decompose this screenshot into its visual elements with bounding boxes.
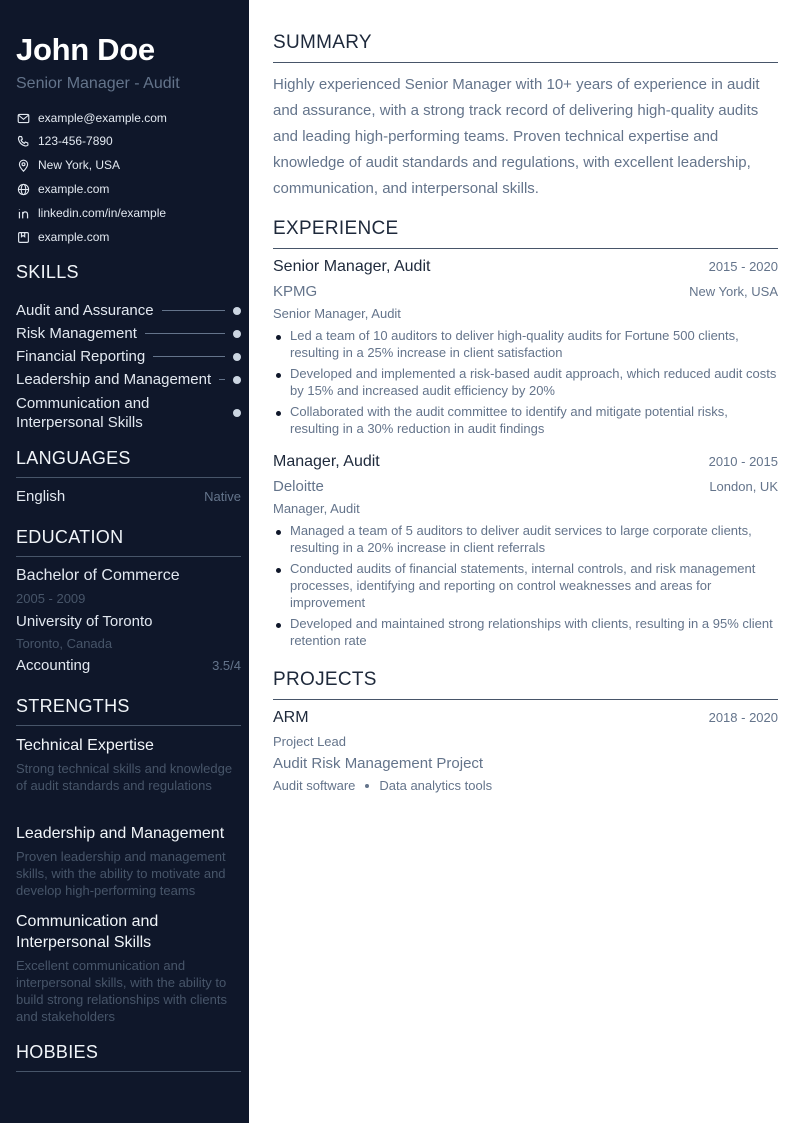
job-dates: 2015 - 2020 bbox=[708, 259, 778, 274]
strength-title: Communication and Interpersonal Skills bbox=[16, 913, 159, 951]
skill-item bbox=[16, 325, 241, 342]
job-bullet: Conducted audits of financial statements, internal controls, and risk management processes, identifying and reporting on control weaknesses and areas for improvement bbox=[273, 560, 778, 611]
language-item bbox=[16, 488, 241, 505]
project-header bbox=[273, 709, 778, 727]
job-company: KPMG bbox=[273, 283, 318, 300]
contact-portfolio-text: example.com bbox=[38, 230, 110, 244]
skill-item bbox=[16, 371, 241, 388]
skill-label: Risk Management bbox=[16, 325, 137, 342]
education-location-row bbox=[16, 636, 241, 651]
experience-heading: EXPERIENCE bbox=[273, 218, 778, 249]
contact-location-text: New York, USA bbox=[38, 158, 121, 172]
skill-level-dot bbox=[233, 376, 241, 384]
skill-item bbox=[16, 348, 241, 365]
strength-description: Excellent communication and interpersonal skills, with the ability to build strong relationships with clients and stakeholders bbox=[16, 958, 227, 1024]
skill-rule bbox=[219, 379, 225, 380]
strength-description: Strong technical skills and knowledge of audit standards and regulations bbox=[16, 761, 233, 793]
contact-website-text: example.com bbox=[38, 182, 110, 196]
skill-rule bbox=[153, 356, 225, 357]
contact-phone[interactable] bbox=[16, 133, 241, 149]
project-dates: 2018 - 2020 bbox=[708, 710, 778, 725]
strength-title: Technical Expertise bbox=[16, 737, 154, 754]
job-bullet: Managed a team of 5 auditors to deliver audit services to large corporate clients, resulting in a 20% increase in client referrals bbox=[273, 522, 778, 556]
project-role: Project Lead bbox=[273, 734, 346, 749]
contact-email-text: example@example.com bbox=[38, 111, 167, 125]
candidate-name: John Doe bbox=[16, 32, 155, 67]
phone-icon bbox=[16, 134, 30, 148]
job-location: London, UK bbox=[709, 479, 778, 494]
contact-phone-text: 123-456-7890 bbox=[38, 134, 113, 148]
job-bullet: Developed and maintained strong relationships with clients, resulting in a 95% client retention rate bbox=[273, 615, 778, 649]
contact-email[interactable] bbox=[16, 110, 241, 126]
summary-heading: SUMMARY bbox=[273, 32, 778, 63]
education-field-row bbox=[16, 657, 241, 674]
education-school-row bbox=[16, 613, 241, 630]
skill-level-dot bbox=[233, 330, 241, 338]
strengths-heading: STRENGTHS bbox=[16, 696, 241, 726]
candidate-role: Senior Manager - Audit bbox=[16, 75, 180, 92]
job-title: Manager, Audit bbox=[273, 453, 380, 470]
bookmark-icon bbox=[16, 230, 30, 244]
job-bullets bbox=[273, 522, 778, 653]
job-dates: 2010 - 2015 bbox=[708, 454, 778, 469]
job-location: New York, USA bbox=[689, 284, 778, 299]
skill-item bbox=[16, 302, 241, 319]
strength-description: Proven leadership and management skills, with the ability to motivate and develop high-performing teams bbox=[16, 849, 226, 898]
job-bullet: Collaborated with the audit committee to identify and mitigate potential risks, resulting in a 30% reduction in audit findings bbox=[273, 403, 778, 437]
language-name: English bbox=[16, 488, 66, 505]
skill-label: Financial Reporting bbox=[16, 348, 146, 365]
education-score: 3.5/4 bbox=[212, 658, 241, 673]
project-tag: Audit software bbox=[273, 778, 356, 793]
globe-icon bbox=[16, 182, 30, 196]
education-degree: Bachelor of Commerce bbox=[16, 567, 180, 584]
skill-item bbox=[16, 394, 241, 432]
sidebar bbox=[0, 0, 249, 1123]
education-field: Accounting bbox=[16, 657, 91, 674]
project-title: Audit Risk Management Project bbox=[273, 755, 484, 772]
projects-heading: PROJECTS bbox=[273, 669, 778, 700]
skills-heading: SKILLS bbox=[16, 262, 79, 282]
job-company-row bbox=[273, 283, 778, 300]
skill-level-dot bbox=[233, 307, 241, 315]
contact-linkedin-text: linkedin.com/in/example bbox=[38, 206, 167, 220]
project-tag: Data analytics tools bbox=[379, 778, 493, 793]
education-years-row bbox=[16, 591, 241, 606]
contact-location bbox=[16, 157, 241, 173]
contact-portfolio[interactable] bbox=[16, 229, 241, 245]
contact-website[interactable] bbox=[16, 181, 241, 197]
job-bullet: Developed and implemented a risk-based audit approach, which reduced audit costs by 15% and increased audit efficiency by 20% bbox=[273, 365, 778, 399]
job-position: Manager, Audit bbox=[273, 501, 360, 516]
job-position: Senior Manager, Audit bbox=[273, 306, 401, 321]
contact-linkedin[interactable] bbox=[16, 205, 241, 221]
education-heading: EDUCATION bbox=[16, 527, 241, 557]
strength-title: Leadership and Management bbox=[16, 825, 225, 842]
education-location: Toronto, Canada bbox=[16, 636, 113, 651]
skill-rule bbox=[162, 310, 225, 311]
job-company-row bbox=[273, 478, 778, 495]
project-name: ARM bbox=[273, 709, 309, 726]
education-degree-row bbox=[16, 567, 241, 585]
skill-label: Leadership and Management bbox=[16, 371, 212, 388]
skill-level-dot bbox=[233, 409, 241, 417]
mail-icon bbox=[16, 111, 30, 125]
job-company: Deloitte bbox=[273, 478, 324, 495]
linkedin-icon bbox=[16, 206, 30, 220]
project-tags bbox=[273, 778, 492, 793]
education-years: 2005 - 2009 bbox=[16, 591, 86, 606]
job-header bbox=[273, 258, 778, 276]
project-title-row bbox=[273, 755, 778, 772]
job-bullets bbox=[273, 327, 778, 441]
skill-rule bbox=[174, 413, 225, 414]
summary-text: Highly experienced Senior Manager with 10+ years of experience in audit and assurance, with a strong track record of delivering high-quality audits and leading high-performing teams. Proven technical expertise and knowledge of audit standards and regulations, with excellent leadership, communication, and interpersonal skills. bbox=[273, 76, 760, 197]
skill-label: Communication and Interpersonal Skills bbox=[16, 395, 150, 431]
job-header bbox=[273, 453, 778, 471]
job-title: Senior Manager, Audit bbox=[273, 258, 431, 275]
skill-label: Audit and Assurance bbox=[16, 302, 154, 319]
education-school: University of Toronto bbox=[16, 613, 153, 630]
tag-separator bbox=[365, 784, 369, 788]
hobbies-heading: HOBBIES bbox=[16, 1042, 241, 1072]
language-level: Native bbox=[204, 489, 241, 504]
skill-rule bbox=[145, 333, 225, 334]
map-pin-icon bbox=[16, 158, 30, 172]
skill-level-dot bbox=[233, 353, 241, 361]
job-bullet: Led a team of 10 auditors to deliver high-quality audits for Fortune 500 clients, resulting in a 25% increase in client satisfaction bbox=[273, 327, 778, 361]
languages-heading: LANGUAGES bbox=[16, 448, 241, 478]
